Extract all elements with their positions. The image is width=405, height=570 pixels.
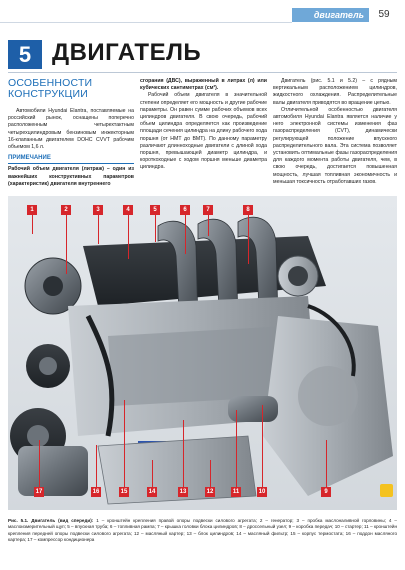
leader-line [185,214,186,254]
caption-text: 1 – кронштейн крепления правой опоры подвески силового агрегата; 2 – генератор; 3 – пробка маслоналивной горловины; 4 – маслоизмерительный щуп; 5 – впускная труба; 6 – топливная рампа; 7 – крышка головки блока цилиндров; 8 – дроссельный узел; 9 – коробка передач; 10 – стартер; 11 – кронштейн крепления передней опоры подвески силового агрегата; 12 – масляный картер; 13 – блок цилиндров; 14 – масляный фильтр; 15 – корпус термостата; 16 – поддон масляного картера; 17 – компрессор кондиционера [8,518,397,543]
callout-10: 10 [258,489,266,495]
leader-line [210,460,211,487]
leader-line [128,214,129,259]
callout-14: 14 [148,489,156,495]
leader-line [152,460,153,487]
cvvt-paragraph: Отличительной особенностью двигателя автомобиля Hyundai Elantra является наличие у него электронной системы изменения фаз газораспределения (CVT), динамически регулирующей положение впускного распределительного вала. Эта система позволяет установить оптимальные фазы газораспределения для каждого момента работы двигателя, чем, в свою очередь, достигается повышенная мощность, лучшая топливная экономичность и меньшая токсичность отработавших газов. [273,106,397,185]
chapter-title: ДВИГАТЕЛЬ [52,39,202,66]
callout-5: 5 [150,205,160,215]
title-divider [8,72,397,73]
leader-line [66,214,67,274]
engine-layout-paragraph: Двигатель (рис. 5.1 и 5.2) – с рядным вертикальным расположением цилиндров, жидкостного охлаждения. Распределительные валы двигателя приводятся во вращение цепью. [273,78,397,106]
text-column-1 [8,78,134,188]
callout-2: 2 [61,205,71,215]
callout-8: 8 [243,205,253,215]
section-heading: ОСОБЕННОСТИ КОНСТРУКЦИИ [8,77,93,100]
callout-6: 6 [180,205,190,215]
leader-line [98,214,99,244]
callout-16: 16 [92,489,100,495]
note-continuation: сгорания (ДВС), выраженный в литрах (л) или кубических сантиметрах (см³). [140,78,267,92]
leader-line [326,440,327,487]
leader-line [183,420,184,487]
text-column-3 [273,78,397,186]
leader-line [124,400,125,487]
callout-7: 7 [203,205,213,215]
callout-17: 17 [35,489,43,495]
note-title: ПРИМЕЧАНИЕ [8,155,134,164]
leader-line [39,440,40,487]
callout-11: 11 [232,489,240,495]
note-text: Рабочий объем двигателя (литраж) – один из важнейших конструктивных параметров (характеристик) двигателя внутреннего [8,166,134,187]
callout-15: 15 [120,489,128,495]
figure-caption [8,518,397,544]
callout-4: 4 [123,205,133,215]
displacement-paragraph: Рабочий объем двигателя в значительной степени определяет его мощность и другие рабочие параметры. Он равен сумме рабочих объемов всех цилиндров двигателя. В свою очередь, рабочий объем цилиндра определяется как произведение площади сечения цилиндра на длину рабочего хода поршня (от НМТ до ВМТ). По данному параметру различают длинноходные двигатели с длиной хода поршня, превышающей диаметр цилиндра, и короткоходные с ходом поршня меньше диаметра цилиндра. [140,92,267,171]
leader-line [236,410,237,487]
callout-12: 12 [206,489,214,495]
callout-1: 1 [27,205,37,215]
leader-line [96,445,97,487]
chapter-number: 5 [8,40,42,69]
wrench-icon [380,484,393,497]
leader-line [208,214,209,236]
header-rule [0,22,292,23]
leader-line [248,214,249,264]
callout-9: 9 [321,487,331,497]
running-header [0,0,405,30]
text-column-2 [140,78,267,172]
running-section-name: двигатель [313,10,364,20]
leader-line [32,214,33,234]
leader-line [262,405,263,487]
leader-line [155,214,156,242]
page-number: 59 [378,9,390,20]
callout-13: 13 [179,489,187,495]
caption-lead: Рис. 5.1. Двигатель (вид спереди): [8,518,94,523]
intro-paragraph: Автомобили Hyundai Elantra, поставляемые на российский рынок, оснащены поперечно расположенным четырехтактным четырехцилиндровым бензиновым инжекторным 16-клапанным двигателем DOHC CVVT рабочим объемом 1,6 л. [8,108,134,151]
callout-3: 3 [93,205,103,215]
